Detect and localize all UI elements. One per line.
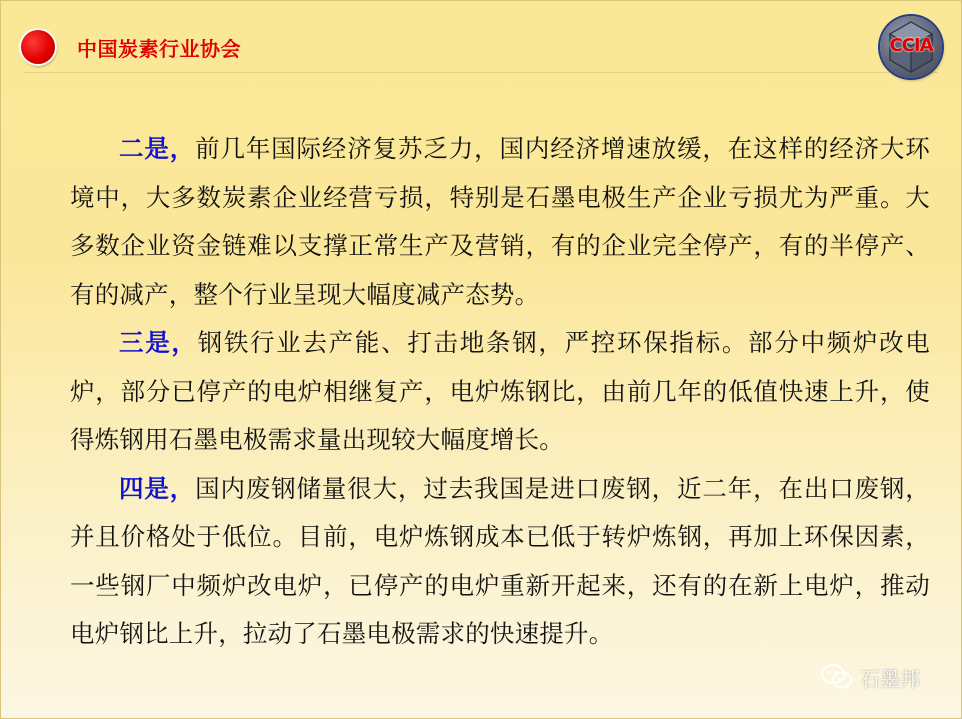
watermark-text: 石墨邦 bbox=[860, 666, 920, 691]
paragraph-text: 钢铁行业去产能、打击地条钢，严控环保指标。部分中频炉改电炉，部分已停产的电炉相继复产，电炉炼钢比，由前几年的低值快速上升，使得炼钢用石墨电极需求量出现较大幅度增长。 bbox=[70, 328, 930, 454]
org-name: 中国炭素行业协会 bbox=[77, 37, 241, 61]
paragraph-4 bbox=[70, 465, 930, 659]
header-divider bbox=[24, 72, 938, 73]
paragraph-2 bbox=[70, 125, 930, 319]
paragraph-text: 国内废钢储量很大，过去我国是进口废钢，近二年，在出口废钢，并且价格处于低位。目前，电炉炼钢成本已低于转炉炼钢，再加上环保因素，一些钢厂中频炉改电炉，已停产的电炉重新开起来，还有的在新上电炉，推动电炉钢比上升，拉动了石墨电极需求的快速提升。 bbox=[70, 473, 930, 648]
logo-text: CCIA bbox=[889, 35, 933, 56]
red-bullet-icon bbox=[21, 30, 55, 64]
paragraph-text: 前几年国际经济复苏乏力，国内经济增速放缓，在这样的经济大环境中，大多数炭素企业经营亏损，特别是石墨电极生产企业亏损尤为严重。大多数企业资金链难以支撑正常生产及营销，有的企业完全停产，有的半停产、有的减产，整个行业呈现大幅度减产态势。 bbox=[70, 134, 930, 309]
ccia-logo bbox=[880, 16, 942, 78]
wechat-icon bbox=[820, 663, 854, 691]
paragraph-lead: 二是， bbox=[119, 134, 196, 163]
paragraph-lead: 四是， bbox=[119, 473, 196, 503]
paragraph-3 bbox=[70, 319, 930, 465]
slide-body bbox=[70, 125, 930, 659]
watermark bbox=[820, 660, 920, 694]
paragraph-lead: 三是， bbox=[119, 328, 198, 357]
